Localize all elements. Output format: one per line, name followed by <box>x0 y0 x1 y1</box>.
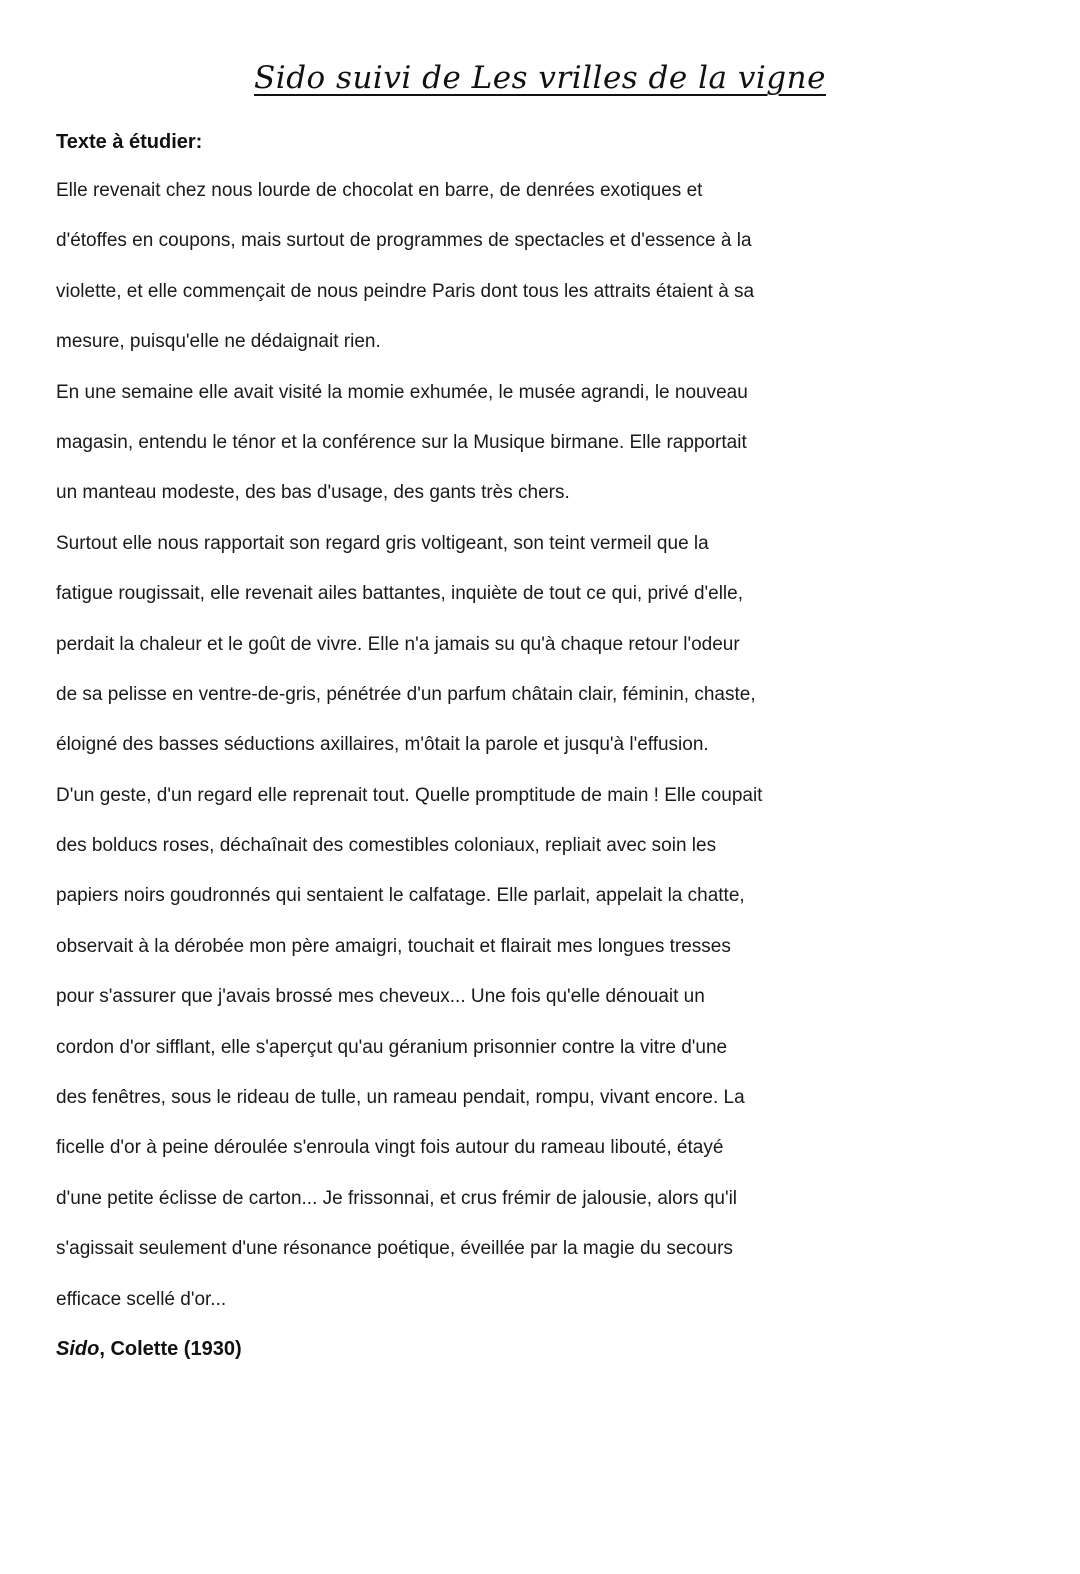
passage-line: papiers noirs goudronnés qui sentaient le calfatage. Elle parlait, appelait la chatte, <box>56 885 745 907</box>
passage-line: observait à la dérobée mon père amaigri, touchait et flairait mes longues tresses <box>56 935 731 957</box>
passage-line: d'une petite éclisse de carton... Je frissonnai, et crus frémir de jalousie, alors qu'il <box>56 1187 738 1209</box>
passage-line: Surtout elle nous rapportait son regard gris voltigeant, son teint vermeil que la <box>56 532 709 554</box>
citation-author-year: , Colette (1930) <box>99 1338 242 1360</box>
passage-line: pour s'assurer que j'avais brossé mes cheveux... Une fois qu'elle dénouait un <box>56 986 705 1008</box>
passage-line: d'étoffes en coupons, mais surtout de programmes de spectacles et d'essence à la <box>56 230 752 252</box>
passage-line: des fenêtres, sous le rideau de tulle, un rameau pendait, rompu, vivant encore. La <box>56 1087 745 1109</box>
passage-line: ficelle d'or à peine déroulée s'enroula vingt fois autour du rameau libouté, étayé <box>56 1137 724 1159</box>
passage-line: En une semaine elle avait visité la momie exhumée, le musée agrandi, le nouveau <box>56 381 748 403</box>
passage-line: fatigue rougissait, elle revenait ailes battantes, inquiète de tout ce qui, privé d'elle, <box>56 583 743 605</box>
passage-line: D'un geste, d'un regard elle reprenait tout. Quelle promptitude de main ! Elle coupait <box>56 784 763 806</box>
document-title: Sido suivi de Les vrilles de la vigne <box>254 60 826 96</box>
citation <box>56 1335 242 1363</box>
passage-line: cordon d'or sifflant, elle s'aperçut qu'au géranium prisonnier contre la vitre d'une <box>56 1036 728 1058</box>
citation-work-title: Sido <box>56 1338 100 1360</box>
section-heading: Texte à étudier: <box>56 131 203 153</box>
passage-line: perdait la chaleur et le goût de vivre. Elle n'a jamais su qu'à chaque retour l'odeur <box>56 633 740 655</box>
passage-line: Elle revenait chez nous lourde de chocolat en barre, de denrées exotiques et <box>56 180 703 201</box>
passage-line: violette, et elle commençait de nous peindre Paris dont tous les attraits étaient à sa <box>56 280 755 302</box>
passage-line: efficace scellé d'or... <box>56 1288 227 1310</box>
passage-line: un manteau modeste, des bas d'usage, des gants très chers. <box>56 482 570 504</box>
passage-line: magasin, entendu le ténor et la conférence sur la Musique birmane. Elle rapportait <box>56 431 747 453</box>
passage-line: des bolducs roses, déchaînait des comestibles coloniaux, repliait avec soin les <box>56 835 717 857</box>
passage-line: éloigné des basses séductions axillaires, m'ôtait la parole et jusqu'à l'effusion. <box>56 734 709 756</box>
passage-line: de sa pelisse en ventre-de-gris, pénétrée d'un parfum châtain clair, féminin, chaste, <box>56 683 756 705</box>
passage-text <box>56 176 916 1335</box>
passage-line: s'agissait seulement d'une résonance poétique, éveillée par la magie du secours <box>56 1238 733 1260</box>
passage-line: mesure, puisqu'elle ne dédaignait rien. <box>56 331 381 353</box>
